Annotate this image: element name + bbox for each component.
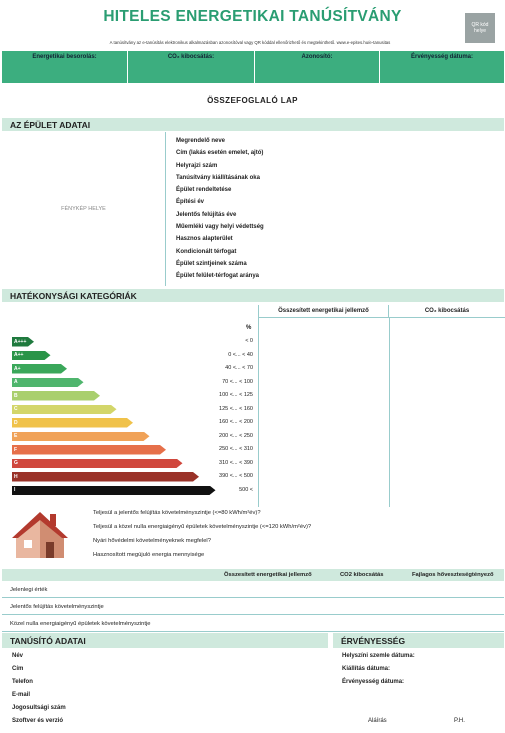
certifier-phone-label: Telefon — [12, 679, 33, 685]
requirement-renovation: Teljesül a jelentős felújítás követelményszintje (<=80 kWh/m²év)? — [93, 510, 261, 516]
efficiency-range-label: 200 <... < 250 — [219, 432, 253, 439]
building-field: Épület felület-térfogat aránya — [176, 273, 260, 280]
building-field: Műemléki vagy helyi védettség — [176, 224, 264, 231]
building-field: Cím (lakás esetén emelet, ajtó) — [176, 150, 264, 157]
summary-col-heatloss: Fajlagos hőveszteségtényező — [412, 572, 494, 578]
house-icon — [10, 508, 72, 560]
stamp-label: P.H. — [454, 718, 465, 724]
efficiency-bar — [12, 445, 166, 455]
efficiency-section-header: HATÉKONYSÁGI KATEGÓRIÁK — [2, 289, 504, 302]
efficiency-bar — [12, 391, 100, 401]
summary-col-energy: Összesített energetikai jellemző — [224, 572, 312, 578]
qr-code-placeholder: QR kód helye — [465, 13, 495, 43]
building-field: Kondicionált térfogat — [176, 248, 237, 255]
requirement-summer: Nyári hővédelmi követelményeknek megfelel? — [93, 538, 211, 544]
requirement-renewable: Hasznosított megújuló energia mennyisége — [93, 552, 205, 558]
col-co2-header: CO₂ kibocsátás — [389, 305, 505, 318]
efficiency-bar-label: I — [14, 487, 16, 493]
field-validity-label: Érvényesség dátuma: — [410, 53, 474, 60]
validity-expiry-label: Érvényesség dátuma: — [342, 679, 405, 685]
col-energy-header: Összesített energetikai jellemző — [259, 305, 389, 318]
efficiency-range-label: < 0 — [245, 338, 253, 344]
validity-inspection-label: Helyszíni szemle dátuma: — [342, 653, 415, 659]
signature-label: Aláírás — [368, 718, 387, 724]
building-field: Épület rendeltetése — [176, 187, 232, 194]
building-field: Helyrajzi szám — [176, 162, 218, 169]
certifier-software-label: Szoftver és verzió — [12, 718, 64, 724]
requirement-nzeb: Teljesül a közel nulla energiaigényű épületek követelményszintje (<=120 kWh/m²év)? — [93, 524, 312, 530]
certifier-name-label: Név — [12, 653, 24, 659]
efficiency-bar — [12, 432, 150, 442]
efficiency-bar-label: D — [14, 419, 18, 426]
efficiency-bar-label: E — [14, 433, 18, 439]
efficiency-range-label: 250 <... < 310 — [219, 446, 253, 452]
efficiency-range-label: 40 <... < 70 — [225, 365, 253, 371]
summary-row-renovation: Jelentős felújítás követelményszintje — [2, 599, 504, 615]
efficiency-bar-label: H — [14, 473, 18, 480]
efficiency-bar-label: G — [14, 460, 18, 466]
efficiency-bar — [12, 472, 199, 482]
photo-placeholder: FÉNYKÉP HELYE — [2, 132, 166, 286]
certifier-section-header: TANÚSÍTÓ ADATAI — [2, 633, 328, 648]
summary-title: ÖSSZEFOGLALÓ LAP — [207, 96, 298, 105]
efficiency-bar-label: F — [14, 446, 18, 453]
efficiency-bar — [12, 459, 183, 469]
summary-table-header — [2, 569, 504, 581]
validity-issue-label: Kiállítás dátuma: — [342, 666, 391, 672]
efficiency-bar-label: B — [14, 392, 18, 399]
efficiency-bar — [12, 418, 133, 428]
building-field: Hasznos alapterület — [176, 236, 233, 243]
efficiency-bar-label: A+ — [14, 365, 21, 372]
certifier-license-label: Jogosultsági szám — [12, 705, 66, 711]
certifier-email-label: E-mail — [12, 692, 31, 698]
efficiency-range-label: 100 <... < 125 — [219, 392, 253, 398]
summary-col-co2: CO2 kibocsátás — [340, 572, 384, 578]
efficiency-range-label: 125 <... < 160 — [219, 405, 253, 412]
efficiency-bar — [12, 486, 216, 496]
building-field: Építési év — [176, 199, 205, 206]
header-subtitle: A tanúsítvány az e-tanúsítás elektronikus alkalmazásban azonosítóval vagy QR kóddal ellenőrizhető és megtekinthető. www.e-epites.hu/e-tanusitas — [109, 40, 391, 45]
summary-row-nzeb: Közel nulla energiaigényű épületek követelményszintje — [2, 616, 504, 632]
efficiency-bar-label: C — [14, 406, 18, 412]
field-co2-label: CO₂ kibocsátás: — [128, 51, 255, 62]
building-field: Megrendelő neve — [176, 138, 226, 144]
field-energy-class-label: Energetikai besorolás: — [2, 51, 128, 62]
efficiency-range-label: 310 <... < 390 — [219, 459, 253, 466]
document-title: HITELES ENERGETIKAI TANÚSÍTVÁNY — [103, 8, 402, 25]
efficiency-bar-label: A+++ — [14, 338, 27, 345]
building-section-header: AZ ÉPÜLET ADATAI — [2, 118, 504, 131]
efficiency-range-label: 390 <... < 500 — [219, 473, 253, 479]
efficiency-bar — [12, 405, 117, 415]
percent-label: % — [246, 325, 252, 331]
certifier-address-label: Cím — [12, 666, 24, 672]
field-id-label: Azonosító: — [255, 51, 380, 62]
building-field: Épület szintjeinek száma — [176, 260, 247, 267]
efficiency-range-label: 0 <... < 40 — [228, 351, 253, 358]
efficiency-bar-label: A++ — [14, 352, 24, 358]
building-field: Jelentős felújítás éve — [176, 211, 237, 218]
efficiency-range-label: 500 < — [239, 486, 253, 493]
efficiency-range-label: 70 <... < 100 — [222, 378, 253, 385]
summary-row-current: Jelenlegi érték — [2, 582, 504, 598]
efficiency-bar-label: A — [14, 379, 18, 385]
validity-section-header: ÉRVÉNYESSÉG — [333, 633, 504, 648]
efficiency-range-label: 160 <... < 200 — [219, 419, 253, 425]
efficiency-bar — [12, 378, 84, 388]
building-field: Tanúsítvány kiállításának oka — [176, 174, 260, 181]
